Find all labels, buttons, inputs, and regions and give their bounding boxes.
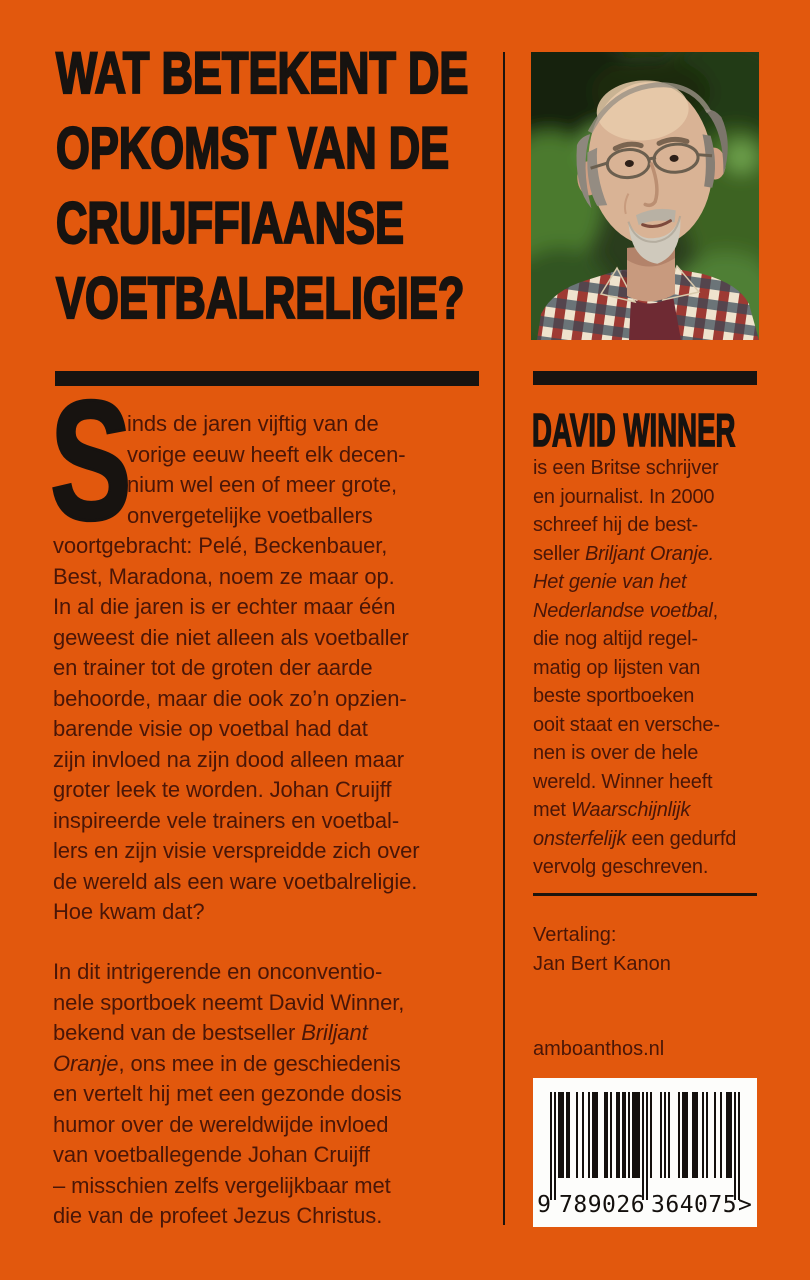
text-line: met Waarschijnlijk <box>533 799 691 821</box>
cover-title <box>56 36 606 336</box>
text-line: matig op lijsten van <box>533 656 701 679</box>
text-line: Best, Maradona, noem ze maar op. <box>53 563 395 589</box>
text-line: inds de jaren vijftig van de <box>127 411 379 436</box>
text-line: nium wel een of meer grote, <box>127 472 397 497</box>
barcode-digits-right: 364075 <box>651 1192 738 1218</box>
text-line: groter leek te worden. Johan Cruijff <box>53 777 392 802</box>
text-line: de wereld als een ware voetbalreligie. <box>53 868 418 894</box>
text-line: geweest die niet alleen als voetballer <box>53 624 409 650</box>
author-photo <box>531 52 759 340</box>
text-line: OPKOMST VAN DE <box>56 116 450 181</box>
text-line: lers en zijn visie verspreidde zich over <box>53 838 420 863</box>
translator-name: Jan Bert Kanon <box>533 952 671 975</box>
author-name: DAVID WINNER <box>532 404 736 456</box>
text-line: Hoe kwam dat? <box>53 899 205 924</box>
author-bio <box>533 454 763 882</box>
text-line: – misschien zelfs vergelijkbaar met <box>53 1172 391 1198</box>
blurb-paragraph-1 <box>53 409 487 928</box>
text-line: Het genie van het <box>533 571 687 593</box>
text-line: nen is over de hele <box>533 742 699 764</box>
translation-label: Vertaling: <box>533 924 617 946</box>
text-line: onsterfelijk een gedurfd <box>533 827 737 850</box>
column-divider-line <box>503 52 505 1225</box>
text-line: en vertelt hij met een gezonde dosis <box>53 1081 402 1106</box>
author-portrait-illustration <box>531 52 759 340</box>
translation-credit <box>533 921 671 978</box>
barcode-module <box>738 1092 740 1200</box>
text-line: die van de profeet Jezus Christus. <box>53 1203 383 1228</box>
bio-divider-rule <box>533 893 757 896</box>
text-line: seller Briljant Oranje. <box>533 542 715 565</box>
text-line: humor over de wereldwijde invloed <box>53 1111 389 1137</box>
author-name-bar <box>533 371 757 385</box>
blurb-paragraph-2 <box>53 957 487 1232</box>
text-line: is een Britse schrijver <box>533 457 719 479</box>
text-line: die nog altijd regel- <box>533 628 698 650</box>
text-line: beste sportboeken <box>533 685 695 707</box>
barcode-quiet-zone-arrow: > <box>738 1192 752 1218</box>
text-line: CRUIJFFIAANSE <box>56 191 405 256</box>
text-line: Nederlandse voetbal, <box>533 599 719 622</box>
text-line: In dit intrigerende en onconventio- <box>53 959 383 984</box>
text-line: In al die jaren is er echter maar één <box>53 594 396 619</box>
text-line: zijn invloed na zijn dood alleen maar <box>53 746 404 772</box>
text-line: vorige eeuw heeft elk decen- <box>127 441 406 467</box>
text-line: Oranje, ons mee in de geschiedenis <box>53 1050 401 1076</box>
text-line: barende visie op voetbal had dat <box>53 716 368 741</box>
barcode <box>533 1078 757 1227</box>
text-line: vervolg geschreven. <box>533 856 709 878</box>
drop-cap: S <box>50 366 132 556</box>
text-line: en trainer tot de groten der aarde <box>53 655 373 680</box>
publisher-website: amboanthos.nl <box>533 1038 665 1060</box>
text-line: VOETBALRELIGIE? <box>56 266 465 331</box>
barcode-number <box>533 1190 757 1220</box>
text-line: onvergetelijke voetballers <box>127 502 373 528</box>
text-line: van voetballegende Johan Cruijff <box>53 1142 370 1167</box>
text-line: behoorde, maar die ook zo’n opzien- <box>53 685 407 711</box>
text-line: nele sportboek neemt David Winner, <box>53 989 405 1015</box>
text-line: WAT BETEKENT DE <box>56 41 469 106</box>
barcode-bars <box>550 1092 740 1200</box>
text-line: voortgebracht: Pelé, Beckenbauer, <box>53 533 388 558</box>
text-line: schreef hij de best- <box>533 514 698 536</box>
text-line: inspireerde vele trainers en voetbal- <box>53 807 400 833</box>
text-line: ooit staat en versche- <box>533 713 720 736</box>
text-line: en journalist. In 2000 <box>533 485 715 508</box>
barcode-digits-left: 789026 <box>559 1192 646 1218</box>
text-line: bekend van de bestseller Briljant <box>53 1020 368 1045</box>
barcode-lead-digit: 9 <box>537 1192 551 1218</box>
text-line: wereld. Winner heeft <box>533 770 713 793</box>
